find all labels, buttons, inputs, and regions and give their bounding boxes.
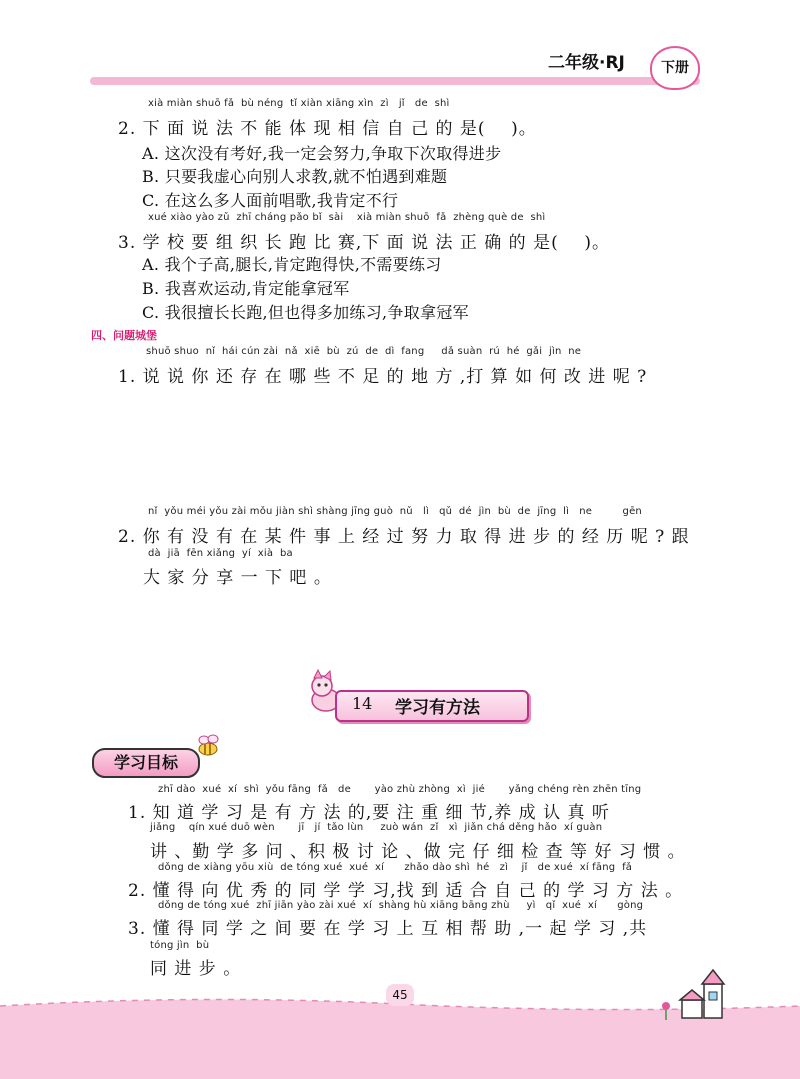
q2-stem: 2. 下 面 说 法 不 能 体 现 相 信 自 己 的 是( )。	[118, 119, 537, 139]
volume-badge: 下册	[650, 46, 700, 90]
s4-q2-pinyin: nǐ yǒu méi yǒu zài mǒu jiàn shì shàng jīng guò nǔ lì qǔ dé jìn bù de jīng lì ne gēn	[148, 506, 642, 517]
section-heading: 四、问题城堡	[91, 329, 157, 342]
goal3b-pinyin: tóng jìn bù	[150, 940, 210, 951]
lesson-title: 学习有方法	[395, 698, 480, 718]
s4-q2: 2. 你 有 没 有 在 某 件 事 上 经 过 努 力 取 得 进 步 的 经 历 呢 ? 跟	[118, 527, 690, 547]
learning-goals-badge: 学习目标	[92, 748, 200, 778]
q2-pinyin: xià miàn shuō fǎ bù néng tǐ xiàn xiāng xìn zì jǐ de shì	[148, 98, 450, 109]
s4-q1-pinyin: shuō shuo nǐ hái cún zài nǎ xiē bù zú de dì fang dǎ suàn rú hé gǎi jìn ne	[146, 346, 582, 357]
goal1: 1. 知 道 学 习 是 有 方 法 的,要 注 重 细 节,养 成 认 真 听	[128, 803, 610, 823]
q2-option-c: C. 在这么多人面前唱歌,我肯定不行	[142, 191, 399, 210]
q3-option-b: B. 我喜欢运动,肯定能拿冠军	[142, 279, 350, 298]
bee-icon	[192, 732, 226, 762]
header-rule	[90, 77, 700, 85]
grade-label: 二年级·RJ	[548, 53, 625, 73]
q2-option-a: A. 这次没有考好,我一定会努力,争取下次取得进步	[142, 144, 502, 163]
goal3-pinyin: dǒng de tóng xué zhī jiān yào zài xué xí shàng hù xiāng bāng zhù yì qǐ xué xí gòng	[158, 900, 644, 911]
q3-option-a: A. 我个子高,腿长,肯定跑得快,不需要练习	[142, 255, 442, 274]
q3-pinyin: xué xiào yào zǔ zhī cháng pǎo bǐ sài xià miàn shuō fǎ zhèng què de shì	[148, 212, 546, 223]
goal2-pinyin: dǒng de xiàng yōu xiù de tóng xué xué xí zhǎo dào shì hé zì jǐ de xué xí fāng fǎ	[158, 862, 633, 873]
s4-q2b-pinyin: dà jiā fēn xiǎng yí xià ba	[148, 548, 293, 559]
q3-stem: 3. 学 校 要 组 织 长 跑 比 赛,下 面 说 法 正 确 的 是( )。	[118, 233, 610, 253]
castle-icon	[652, 966, 732, 1026]
goal3: 3. 懂 得 同 学 之 间 要 在 学 习 上 互 相 帮 助 ,一 起 学 习 ,共	[128, 919, 648, 939]
lesson-number: 14	[352, 694, 373, 713]
goal1b: 讲 、勤 学 多 问 、积 极 讨 论 、做 完 仔 细 检 查 等 好 习 惯 。	[150, 842, 686, 862]
q3-option-c: C. 我很擅长长跑,但也得多加练习,争取拿冠军	[142, 303, 469, 322]
q2-option-b: B. 只要我虚心向别人求教,就不怕遇到难题	[142, 167, 448, 186]
s4-q1: 1. 说 说 你 还 存 在 哪 些 不 足 的 地 方 ,打 算 如 何 改 进 呢 ?	[118, 367, 648, 387]
goal1b-pinyin: jiǎng qín xué duō wèn jī jí tǎo lùn zuò wán zǐ xì jiǎn chá děng hǎo xí guàn	[150, 822, 603, 833]
goal3b: 同 进 步 。	[150, 959, 242, 979]
goal2: 2. 懂 得 向 优 秀 的 同 学 学 习,找 到 适 合 自 己 的 学 习 方 法 。	[128, 881, 684, 901]
page-number: 45	[386, 984, 414, 1006]
s4-q2b: 大 家 分 享 一 下 吧 。	[143, 568, 332, 588]
goal1-pinyin: zhī dào xué xí shì yǒu fāng fǎ de yào zhù zhòng xì jié yǎng chéng rèn zhēn tīng	[158, 784, 642, 795]
